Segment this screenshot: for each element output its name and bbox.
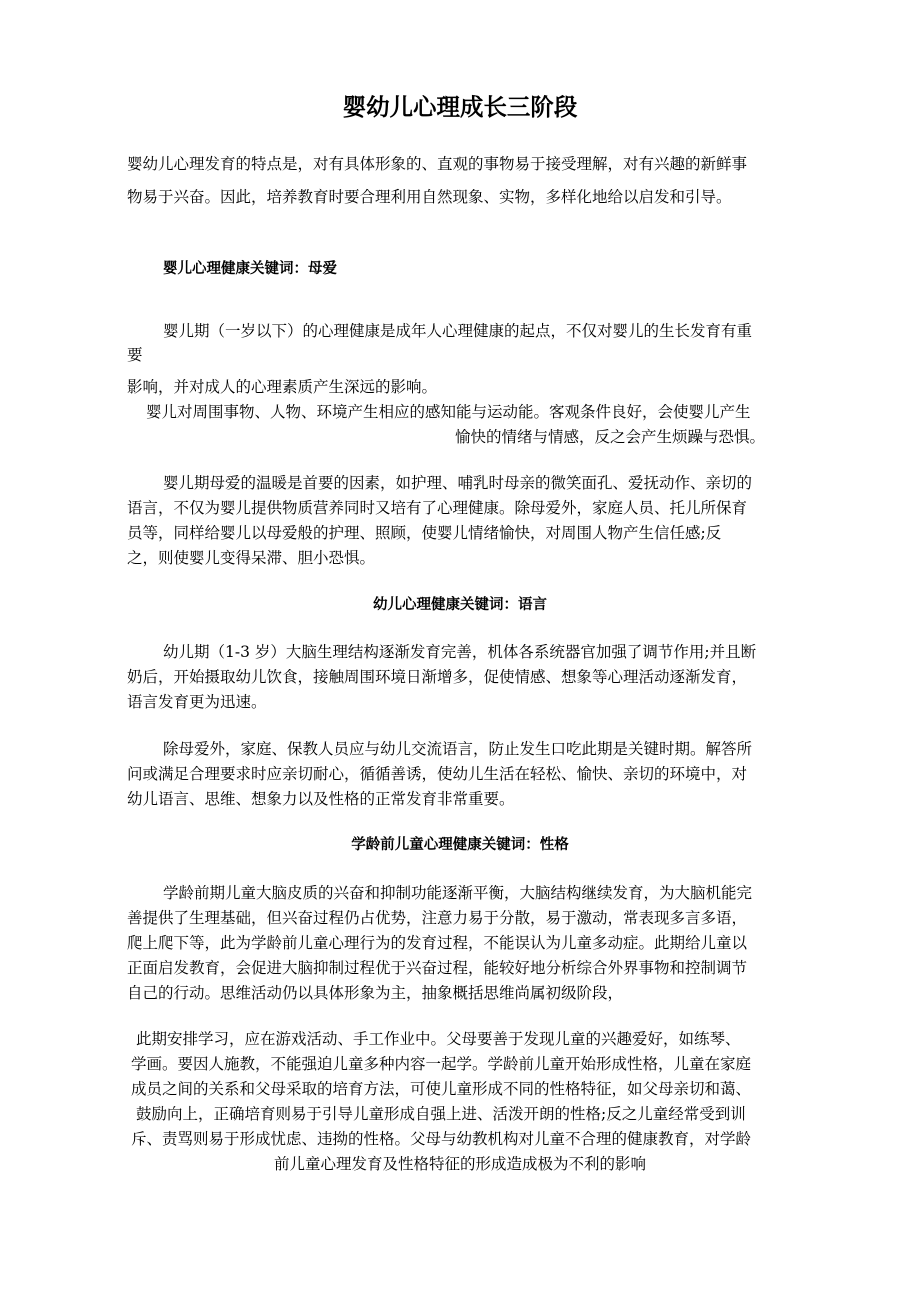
paragraph-line: 影响，并对成人的心理素质产生深远的影响。 — [127, 378, 438, 396]
paragraph-line: 此期安排学习，应在游戏活动、手工作业中。父母要善于发现儿童的兴趣爱好，如练琴、 — [136, 1030, 741, 1048]
paragraph-line: 斥、责骂则易于形成忧虑、违拗的性格。父母与幼教机构对儿童不合理的健康教育，对学龄 — [131, 1130, 752, 1148]
section-heading-infant: 婴儿心理健康关键词：母爱 — [163, 261, 337, 277]
paragraph-line: 前儿童心理发育及性格特征的形成造成极为不利的影响 — [273, 1155, 646, 1173]
paragraph-line: 语言发育更为迅速。 — [127, 693, 267, 711]
paragraph-line: 之，则使婴儿变得呆滞、胆小恐惧。 — [127, 549, 376, 567]
paragraph-line: 婴儿期母爱的温暖是首要的因素，如护理、哺乳时母亲的微笑面孔、爱抚动作、亲切的 — [163, 474, 753, 492]
paragraph-line: 除母爱外，家庭、保教人员应与幼儿交流语言，防止发生口吃此期是关键时期。解答所 — [163, 740, 753, 758]
section-heading-preschool: 学龄前儿童心理健康关键词：性格 — [351, 837, 569, 853]
paragraph-line: 语言，不仅为婴儿提供物质营养同时又培有了心理健康。除母爱外，家庭人员、托儿所保育 — [127, 499, 748, 517]
intro-line: 婴幼儿心理发育的特点是，对有具体形象的、直观的事物易于接受理解，对有兴趣的新鲜事 — [127, 155, 748, 173]
paragraph-line: 奶后，开始摄取幼儿饮食，接触周围环境日渐增多，促使情感、想象等心理活动逐渐发育， — [127, 668, 748, 686]
paragraph-line: 鼓励向上，正确培育则易于引导儿童形成自强上进、活泼开朗的性格;反之儿童经常受到训 — [136, 1105, 746, 1123]
paragraph-line: 婴儿对周围事物、人物、环境产生相应的感知能与运动能。客观条件良好，会使婴儿产生 — [146, 403, 751, 421]
paragraph-line: 员等，同样给婴儿以母爱般的护理、照顾，使婴儿情绪愉快，对周围人物产生信任感;反 — [127, 524, 722, 542]
paragraph-line: 爬上爬下等，此为学龄前儿童心理行为的发育过程，不能误认为儿童多动症。此期给儿童以 — [127, 934, 748, 952]
section-heading-toddler: 幼儿心理健康关键词：语言 — [373, 597, 547, 613]
paragraph-line: 成员之间的关系和父母采取的培育方法，可使儿童形成不同的性格特征，如父母亲切和蔼、 — [131, 1080, 752, 1098]
paragraph-line: 善提供了生理基础，但兴奋过程仍占优势，注意力易于分散，易于激动，常表现多言多语， — [127, 909, 748, 927]
paragraph-line: 要 — [127, 346, 143, 364]
paragraph-line: 婴儿期（一岁以下）的心理健康是成年人心理健康的起点，不仅对婴儿的生长发育有重 — [163, 322, 753, 340]
intro-line: 物易于兴奋。因此，培养教育时要合理利用自然现象、实物，多样化地给以启发和引导。 — [127, 188, 732, 206]
paragraph-line: 愉快的情绪与情感，反之会产生烦躁与恐惧。 — [455, 428, 766, 446]
paragraph-line: 自己的行动。思维活动仍以具体形象为主，抽象概括思维尚属初级阶段， — [127, 984, 624, 1002]
paragraph-line: 学龄前期儿童大脑皮质的兴奋和抑制功能逐渐平衡，大脑结构继续发育，为大脑机能完 — [163, 884, 753, 902]
paragraph-line: 问或满足合理要求时应亲切耐心，循循善诱，使幼儿生活在轻松、愉快、亲切的环境中，对 — [127, 765, 748, 783]
paragraph-line: 幼儿期（1-3 岁）大脑生理结构逐渐发育完善，机体各系统器官加强了调节作用;并且断 — [163, 643, 757, 661]
paragraph-line: 正面启发教育，会促进大脑抑制过程优于兴奋过程，能较好地分析综合外界事物和控制调节 — [127, 959, 748, 977]
page-title: 婴幼儿心理成长三阶段 — [342, 93, 578, 121]
paragraph-line: 学画。要因人施教，不能强迫儿童多种内容一起学。学龄前儿童开始形成性格，儿童在家庭 — [131, 1055, 752, 1073]
paragraph-line: 幼儿语言、思维、想象力以及性格的正常发育非常重要。 — [127, 790, 515, 808]
